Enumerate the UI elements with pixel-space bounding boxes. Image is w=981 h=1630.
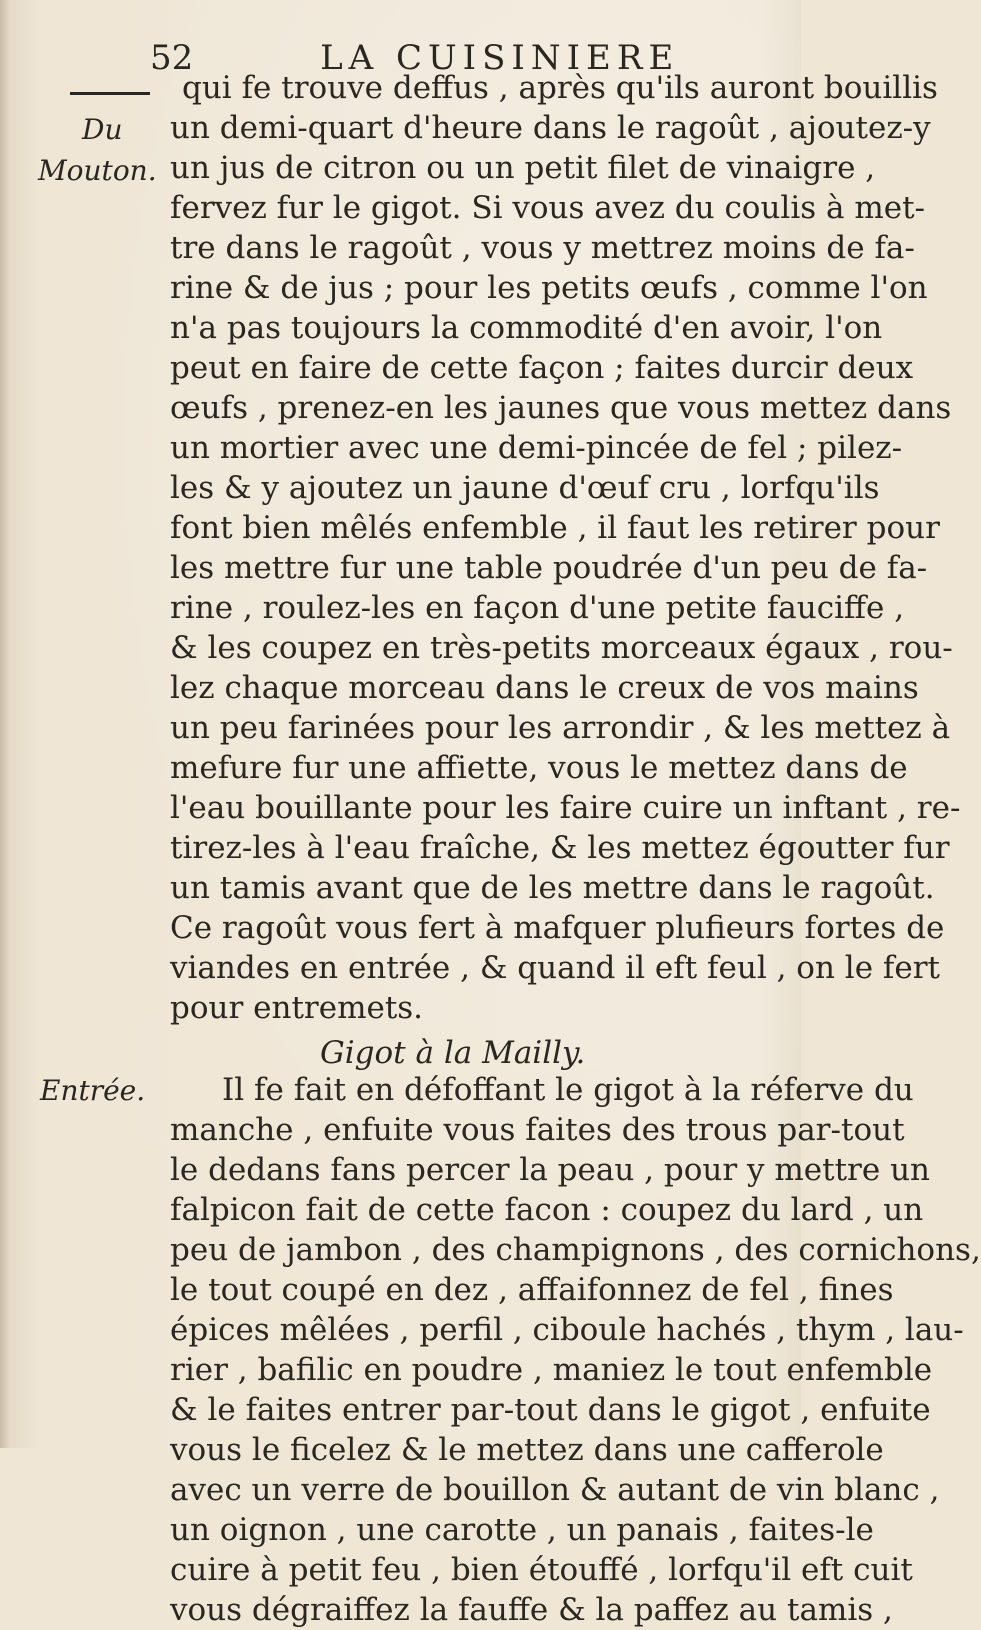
text-line: un oignon , une carotte , un panais , faites-le bbox=[170, 1512, 874, 1548]
text-line: rine , roulez-les en façon d'une petite fauciffe , bbox=[170, 590, 905, 626]
running-title: LA CUISINIERE bbox=[320, 38, 680, 78]
page-edge-shadow bbox=[0, 0, 10, 1448]
text-line: Il fe fait en défoffant le gigot à la réferve du bbox=[222, 1072, 914, 1108]
text-line: & le faites entrer par-tout dans le gigot , enfuite bbox=[170, 1392, 931, 1428]
text-line: qui fe trouve deffus , après qu'ils auront bouillis bbox=[182, 70, 938, 106]
text-line: épices mêlées , perfil , ciboule hachés , thym , lau- bbox=[170, 1312, 964, 1348]
text-line: falpicon fait de cette facon : coupez du lard , un bbox=[170, 1192, 924, 1228]
page-number: 52 bbox=[150, 38, 194, 78]
margin-rule-ornament bbox=[70, 92, 150, 95]
text-line: manche , enfuite vous faites des trous par-tout bbox=[170, 1112, 905, 1148]
text-line: l'eau bouillante pour les faire cuire un inftant , re- bbox=[170, 790, 961, 826]
text-line: peu de jambon , des champignons , des cornichons, bbox=[170, 1232, 981, 1268]
text-line: tre dans le ragoût , vous y mettrez moins de fa- bbox=[170, 230, 915, 266]
text-line: peut en faire de cette façon ; faites durcir deux bbox=[170, 350, 914, 386]
margin-note-mouton: Mouton. bbox=[38, 154, 157, 187]
margin-note-du: Du bbox=[82, 113, 123, 146]
text-line: lez chaque morceau dans le creux de vos mains bbox=[170, 670, 919, 706]
text-line: un peu farinées pour les arrondir , & les mettez à bbox=[170, 710, 951, 746]
text-line: un tamis avant que de les mettre dans le ragoût. bbox=[170, 870, 935, 906]
text-line: avec un verre de bouillon & autant de vin blanc , bbox=[170, 1472, 940, 1508]
text-line: & les coupez en très-petits morceaux égaux , rou- bbox=[170, 630, 953, 666]
text-line: mefure fur une affiette, vous le mettez dans de bbox=[170, 750, 908, 786]
text-line: œufs , prenez-en les jaunes que vous mettez dans bbox=[170, 390, 952, 426]
text-line: un mortier avec une demi-pincée de fel ; pilez- bbox=[170, 430, 903, 466]
text-line: n'a pas toujours la commodité d'en avoir, l'on bbox=[170, 310, 883, 346]
text-line: vous dégraiffez la fauffe & la paffez au tamis , bbox=[170, 1592, 893, 1628]
text-line: le dedans fans percer la peau , pour y mettre un bbox=[170, 1152, 930, 1188]
text-line: les & y ajoutez un jaune d'œuf cru , lorfqu'ils bbox=[170, 470, 880, 506]
text-line: rine & de jus ; pour les petits œufs , comme l'on bbox=[170, 270, 928, 306]
text-line: un jus de citron ou un petit filet de vinaigre , bbox=[170, 150, 876, 186]
margin-note-entree: Entrée. bbox=[40, 1074, 146, 1107]
text-line: un demi-quart d'heure dans le ragoût , ajoutez-y bbox=[170, 110, 931, 146]
text-line: font bien mêlés enfemble , il faut les retirer pour bbox=[170, 510, 940, 546]
text-line: pour entremets. bbox=[170, 990, 424, 1026]
text-line: le tout coupé en dez , affaifonnez de fel , fines bbox=[170, 1272, 894, 1308]
text-line: vous le ficelez & le mettez dans une cafferole bbox=[170, 1432, 884, 1468]
text-line: rier , bafilic en poudre , maniez le tout enfemble bbox=[170, 1352, 933, 1388]
text-line: les mettre fur une table poudrée d'un peu de fa- bbox=[170, 550, 928, 586]
text-line: fervez fur le gigot. Si vous avez du coulis à met- bbox=[170, 190, 926, 226]
text-line: viandes en entrée , & quand il eft feul , on le fert bbox=[170, 950, 941, 986]
text-line: cuire à petit feu , bien étouffé , lorfqu'il eft cuit bbox=[170, 1552, 913, 1588]
text-line: tirez-les à l'eau fraîche, & les mettez égoutter fur bbox=[170, 830, 950, 866]
text-line: Ce ragoût vous fert à mafquer plufieurs fortes de bbox=[170, 910, 945, 946]
section-heading: Gigot à la Mailly. bbox=[320, 1035, 586, 1071]
